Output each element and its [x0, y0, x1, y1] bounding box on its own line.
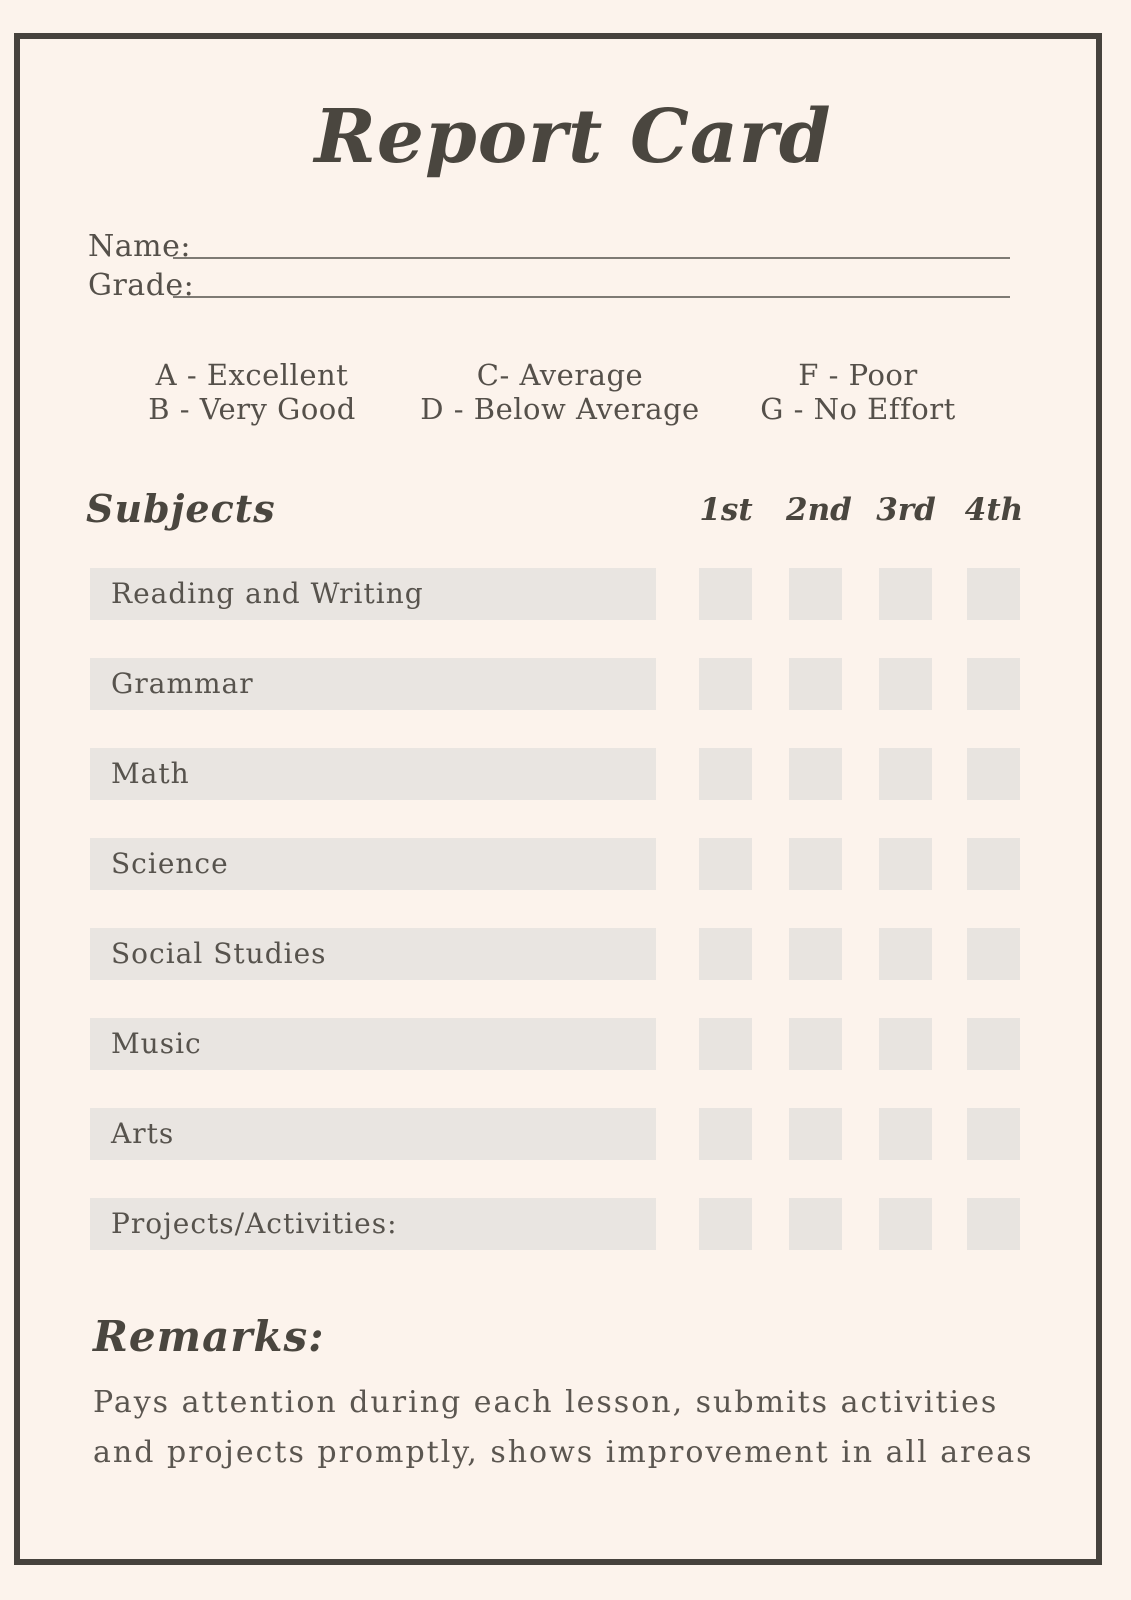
grade-cell[interactable]	[699, 748, 752, 800]
name-input-line[interactable]	[173, 257, 1010, 259]
grade-cell[interactable]	[699, 1108, 752, 1160]
legend-item-d: D - Below Average	[420, 392, 700, 426]
table-row	[0, 928, 1131, 980]
grade-cell[interactable]	[699, 568, 752, 620]
subject-label: Science	[90, 838, 656, 890]
grade-input-line[interactable]	[173, 296, 1010, 298]
legend-column-fg	[760, 358, 956, 426]
grade-cell[interactable]	[789, 1198, 842, 1250]
grade-cell[interactable]	[789, 1108, 842, 1160]
quarter-header-3rd: 3rd	[876, 492, 936, 528]
remarks-heading: Remarks:	[93, 1312, 325, 1361]
table-row	[0, 1198, 1131, 1250]
grade-cell[interactable]	[789, 928, 842, 980]
grade-cell[interactable]	[879, 1198, 932, 1250]
subject-label: Arts	[90, 1108, 656, 1160]
subject-label: Social Studies	[90, 928, 656, 980]
grade-cell[interactable]	[967, 1018, 1020, 1070]
grade-cell[interactable]	[699, 838, 752, 890]
subject-label: Music	[90, 1018, 656, 1070]
grade-cell[interactable]	[789, 568, 842, 620]
subject-label: Grammar	[90, 658, 656, 710]
grade-cell[interactable]	[879, 748, 932, 800]
grade-cell[interactable]	[967, 928, 1020, 980]
page-title: Report Card	[314, 94, 832, 180]
grade-cell[interactable]	[967, 1198, 1020, 1250]
subject-label: Projects/Activities:	[90, 1198, 656, 1250]
table-row	[0, 1018, 1131, 1070]
grade-cell[interactable]	[967, 838, 1020, 890]
grade-cell[interactable]	[967, 748, 1020, 800]
remarks-text: Pays attention during each lesson, submits activities and projects promptly, shows improvement in all areas	[93, 1385, 1034, 1470]
grade-cell[interactable]	[699, 658, 752, 710]
grade-cell[interactable]	[699, 928, 752, 980]
grade-cell[interactable]	[967, 658, 1020, 710]
subjects-column-header: Subjects	[86, 486, 276, 531]
grade-cell[interactable]	[879, 1018, 932, 1070]
name-label: Name:	[88, 229, 191, 264]
grade-cell[interactable]	[879, 1108, 932, 1160]
grade-cell[interactable]	[789, 1018, 842, 1070]
grade-cell[interactable]	[699, 1198, 752, 1250]
table-row	[0, 568, 1131, 620]
table-row	[0, 748, 1131, 800]
grade-cell[interactable]	[967, 1108, 1020, 1160]
subject-label: Math	[90, 748, 656, 800]
grade-cell[interactable]	[879, 928, 932, 980]
legend-item-b: B - Very Good	[148, 392, 356, 426]
grade-cell[interactable]	[789, 838, 842, 890]
grade-cell[interactable]	[699, 1018, 752, 1070]
legend-item-c: C- Average	[476, 358, 644, 392]
quarter-header-2nd: 2nd	[786, 492, 852, 528]
legend-column-cd	[420, 358, 699, 426]
grade-cell[interactable]	[879, 568, 932, 620]
grade-cell[interactable]	[789, 748, 842, 800]
subject-label: Reading and Writing	[90, 568, 656, 620]
legend-item-f: F - Poor	[798, 358, 918, 392]
legend-column-ab	[148, 358, 356, 426]
table-row	[0, 658, 1131, 710]
grade-cell[interactable]	[967, 568, 1020, 620]
grade-cell[interactable]	[879, 658, 932, 710]
legend-item-g: G - No Effort	[760, 392, 956, 426]
grade-cell[interactable]	[789, 658, 842, 710]
table-row	[0, 838, 1131, 890]
grade-cell[interactable]	[879, 838, 932, 890]
legend-item-a: A - Excellent	[155, 358, 349, 392]
quarter-header-4th: 4th	[964, 492, 1024, 528]
table-row	[0, 1108, 1131, 1160]
grade-label: Grade:	[88, 268, 195, 303]
quarter-header-1st: 1st	[699, 492, 753, 528]
